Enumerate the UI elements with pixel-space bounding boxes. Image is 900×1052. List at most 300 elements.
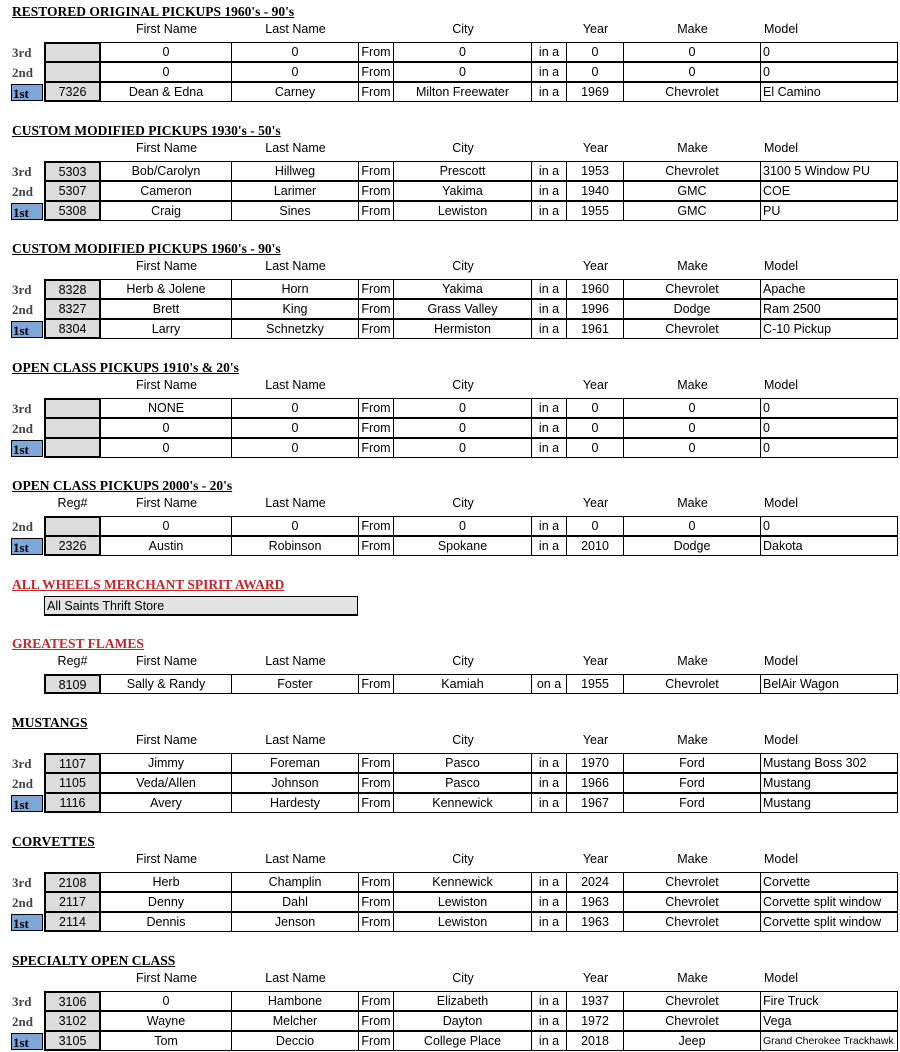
cell-ina: in a — [532, 300, 567, 318]
table-row — [0, 62, 900, 82]
cell-from: From — [359, 1032, 394, 1050]
header-first: First Name — [135, 654, 198, 668]
cell-make: Ford — [624, 794, 761, 812]
cell-first: Brett — [101, 300, 232, 318]
entry-cells — [101, 161, 898, 181]
cell-last: 0 — [232, 399, 359, 417]
cell-city: Milton Freewater — [394, 83, 532, 101]
reg-number: 3105 — [44, 1031, 101, 1051]
section-title: CUSTOM MODIFIED PICKUPS 1960's - 90's — [12, 241, 281, 256]
cell-from: From — [359, 202, 394, 220]
cell-make: Jeep — [624, 1032, 761, 1050]
header-year: Year — [582, 852, 609, 866]
cell-last: 0 — [232, 63, 359, 81]
cell-ina: in a — [532, 893, 567, 911]
cell-from: From — [359, 300, 394, 318]
reg-number: 5303 — [44, 161, 101, 181]
cell-city: 0 — [394, 43, 532, 61]
cell-last: Sines — [232, 202, 359, 220]
cell-city: Elizabeth — [394, 992, 532, 1010]
table-row — [0, 161, 900, 181]
place-label: 2nd — [12, 302, 33, 317]
cell-last: 0 — [232, 419, 359, 437]
header-city: City — [452, 971, 474, 985]
cell-from: From — [359, 419, 394, 437]
cell-last: Deccio — [232, 1032, 359, 1050]
cell-model: Mustang — [763, 776, 811, 790]
cell-year: 2024 — [567, 873, 624, 891]
header-city: City — [452, 852, 474, 866]
column-header-row — [0, 378, 900, 396]
cell-year: 1966 — [567, 774, 624, 792]
place-label: 2nd — [12, 184, 33, 199]
table-row — [0, 319, 900, 339]
section-title: GREATEST FLAMES — [12, 636, 144, 651]
header-model: Model — [764, 654, 799, 668]
cell-make: Chevrolet — [624, 320, 761, 338]
place-label: 2nd — [12, 895, 33, 910]
cell-from: From — [359, 517, 394, 535]
cell-ina: in a — [532, 913, 567, 931]
reg-number: 8328 — [44, 279, 101, 299]
header-year: Year — [582, 654, 609, 668]
cell-model: 0 — [763, 421, 770, 435]
cell-make: Ford — [624, 774, 761, 792]
reg-number: 8304 — [44, 319, 101, 339]
header-city: City — [452, 496, 474, 510]
cell-first: Tom — [101, 1032, 232, 1050]
entry-cells — [101, 42, 898, 62]
cell-model: PU — [763, 204, 781, 218]
cell-from: From — [359, 794, 394, 812]
cell-model: 3100 5 Window PU — [763, 164, 871, 178]
cell-first: Craig — [101, 202, 232, 220]
cell-city: 0 — [394, 399, 532, 417]
cell-first: Austin — [101, 537, 232, 555]
cell-ina: in a — [532, 182, 567, 200]
table-row — [0, 1011, 900, 1031]
cell-ina: in a — [532, 517, 567, 535]
entry-cells — [101, 892, 898, 912]
entry-cells — [101, 62, 898, 82]
reg-number: 2108 — [44, 872, 101, 892]
entry-cells — [101, 438, 898, 458]
reg-number: 3106 — [44, 991, 101, 1011]
header-make: Make — [677, 733, 708, 747]
cell-make: GMC — [624, 182, 761, 200]
reg-number — [44, 438, 101, 458]
header-last: Last Name — [265, 852, 326, 866]
cell-ina: in a — [532, 873, 567, 891]
reg-number: 2326 — [44, 536, 101, 556]
award-section — [0, 953, 900, 1051]
award-section — [0, 123, 900, 221]
cell-ina: on a — [532, 675, 567, 693]
cell-ina: in a — [532, 1032, 567, 1050]
place-label: 3rd — [12, 45, 32, 60]
header-year: Year — [582, 733, 609, 747]
cell-first: Dean & Edna — [101, 83, 232, 101]
entry-cells — [101, 1031, 898, 1051]
place-label: 2nd — [12, 1014, 33, 1029]
reg-number: 3102 — [44, 1011, 101, 1031]
header-last: Last Name — [265, 259, 326, 273]
entry-cells — [101, 872, 898, 892]
cell-model: Corvette split window — [763, 895, 882, 909]
header-make: Make — [677, 654, 708, 668]
section-title: SPECIALTY OPEN CLASS — [12, 953, 176, 968]
cell-ina: in a — [532, 162, 567, 180]
table-row — [0, 773, 900, 793]
table-row — [0, 418, 900, 438]
award-section — [0, 636, 900, 694]
table-row — [0, 299, 900, 319]
cell-year: 1937 — [567, 992, 624, 1010]
cell-city: 0 — [394, 517, 532, 535]
cell-first: NONE — [101, 399, 232, 417]
cell-make: Chevrolet — [624, 1012, 761, 1030]
table-row — [0, 753, 900, 773]
cell-year: 1953 — [567, 162, 624, 180]
cell-ina: in a — [532, 419, 567, 437]
cell-make: 0 — [624, 439, 761, 457]
section-title: OPEN CLASS PICKUPS 2000's - 20's — [12, 478, 233, 493]
cell-make: Dodge — [624, 537, 761, 555]
cell-model: Corvette — [763, 875, 811, 889]
merchant-award-section — [0, 577, 900, 619]
cell-city: 0 — [394, 439, 532, 457]
cell-city: Dayton — [394, 1012, 532, 1030]
cell-year: 1960 — [567, 280, 624, 298]
entry-cells — [101, 753, 898, 773]
award-section — [0, 834, 900, 932]
header-city: City — [452, 141, 474, 155]
cell-first: Wayne — [101, 1012, 232, 1030]
cell-first: Herb & Jolene — [101, 280, 232, 298]
header-city: City — [452, 22, 474, 36]
cell-year: 1961 — [567, 320, 624, 338]
entry-cells — [101, 319, 898, 339]
cell-ina: in a — [532, 794, 567, 812]
place-label: 3rd — [12, 282, 32, 297]
cell-make: Chevrolet — [624, 893, 761, 911]
cell-year: 0 — [567, 439, 624, 457]
cell-from: From — [359, 992, 394, 1010]
header-last: Last Name — [265, 733, 326, 747]
table-row — [0, 793, 900, 813]
cell-city: Pasco — [394, 754, 532, 772]
cell-last: Jenson — [232, 913, 359, 931]
cell-last: Larimer — [232, 182, 359, 200]
header-last: Last Name — [265, 141, 326, 155]
cell-ina: in a — [532, 63, 567, 81]
header-make: Make — [677, 378, 708, 392]
header-year: Year — [582, 496, 609, 510]
header-city: City — [452, 733, 474, 747]
place-label: 1st — [11, 538, 43, 555]
cell-city: College Place — [394, 1032, 532, 1050]
cell-year: 1955 — [567, 202, 624, 220]
award-section — [0, 478, 900, 556]
table-row — [0, 181, 900, 201]
place-label: 1st — [11, 203, 43, 220]
place-label: 1st — [11, 1033, 43, 1050]
header-model: Model — [764, 971, 799, 985]
cell-ina: in a — [532, 280, 567, 298]
section-title: ALL WHEELS MERCHANT SPIRIT AWARD — [12, 577, 285, 592]
header-last: Last Name — [265, 22, 326, 36]
cell-first: Bob/Carolyn — [101, 162, 232, 180]
cell-last: Dahl — [232, 893, 359, 911]
cell-make: Dodge — [624, 300, 761, 318]
cell-year: 1967 — [567, 794, 624, 812]
cell-year: 0 — [567, 43, 624, 61]
header-year: Year — [582, 141, 609, 155]
header-model: Model — [764, 378, 799, 392]
cell-make: Ford — [624, 754, 761, 772]
place-label: 3rd — [12, 164, 32, 179]
cell-last: 0 — [232, 439, 359, 457]
cell-last: Horn — [232, 280, 359, 298]
cell-city: 0 — [394, 63, 532, 81]
cell-from: From — [359, 1012, 394, 1030]
header-make: Make — [677, 971, 708, 985]
column-header-row — [0, 22, 900, 40]
cell-year: 2010 — [567, 537, 624, 555]
place-label: 1st — [11, 914, 43, 931]
cell-make: 0 — [624, 419, 761, 437]
cell-model: 0 — [763, 45, 770, 59]
header-model: Model — [764, 141, 799, 155]
cell-model: Fire Truck — [763, 994, 819, 1008]
cell-model: 0 — [763, 441, 770, 455]
reg-number: 5308 — [44, 201, 101, 221]
header-first: First Name — [135, 141, 198, 155]
column-header-row — [0, 141, 900, 159]
cell-last: Foster — [232, 675, 359, 693]
cell-make: Chevrolet — [624, 162, 761, 180]
cell-city: Grass Valley — [394, 300, 532, 318]
cell-model: Vega — [763, 1014, 792, 1028]
reg-number: 5307 — [44, 181, 101, 201]
cell-model: Grand Cherokee Trackhawk — [763, 1035, 894, 1047]
cell-last: Carney — [232, 83, 359, 101]
entry-cells — [101, 398, 898, 418]
cell-city: Kamiah — [394, 675, 532, 693]
header-last: Last Name — [265, 971, 326, 985]
cell-from: From — [359, 893, 394, 911]
cell-year: 2018 — [567, 1032, 624, 1050]
award-section — [0, 360, 900, 458]
cell-last: Schnetzky — [232, 320, 359, 338]
cell-make: GMC — [624, 202, 761, 220]
cell-last: Robinson — [232, 537, 359, 555]
cell-ina: in a — [532, 202, 567, 220]
cell-year: 1963 — [567, 893, 624, 911]
entry-cells — [101, 674, 898, 694]
section-title: CUSTOM MODIFIED PICKUPS 1930's - 50's — [12, 123, 281, 138]
header-city: City — [452, 654, 474, 668]
cell-make: 0 — [624, 43, 761, 61]
entry-cells — [101, 418, 898, 438]
cell-from: From — [359, 43, 394, 61]
reg-number: 2114 — [44, 912, 101, 932]
cell-make: Chevrolet — [624, 675, 761, 693]
award-section — [0, 715, 900, 813]
cell-city: Pasco — [394, 774, 532, 792]
cell-city: Yakima — [394, 182, 532, 200]
entry-cells — [101, 793, 898, 813]
cell-ina: in a — [532, 754, 567, 772]
section-title: MUSTANGS — [12, 715, 88, 730]
cell-from: From — [359, 873, 394, 891]
cell-first: Veda/Allen — [101, 774, 232, 792]
reg-number — [44, 42, 101, 62]
place-label: 3rd — [12, 994, 32, 1009]
cell-from: From — [359, 83, 394, 101]
cell-make: 0 — [624, 63, 761, 81]
table-row — [0, 872, 900, 892]
cell-last: 0 — [232, 43, 359, 61]
header-make: Make — [677, 496, 708, 510]
column-header-row — [0, 733, 900, 751]
header-city: City — [452, 259, 474, 273]
section-title: CORVETTES — [12, 834, 95, 849]
entry-cells — [101, 991, 898, 1011]
table-row — [0, 42, 900, 62]
cell-model: BelAir Wagon — [763, 677, 839, 691]
entry-cells — [101, 516, 898, 536]
cell-city: Kennewick — [394, 794, 532, 812]
entry-cells — [101, 82, 898, 102]
cell-from: From — [359, 63, 394, 81]
header-model: Model — [764, 259, 799, 273]
cell-ina: in a — [532, 399, 567, 417]
cell-year: 1955 — [567, 675, 624, 693]
header-make: Make — [677, 259, 708, 273]
column-header-row — [0, 852, 900, 870]
place-label: 2nd — [12, 421, 33, 436]
header-model: Model — [764, 496, 799, 510]
header-model: Model — [764, 733, 799, 747]
header-make: Make — [677, 141, 708, 155]
header-last: Last Name — [265, 654, 326, 668]
reg-number — [44, 398, 101, 418]
cell-model: Apache — [763, 282, 806, 296]
table-row — [0, 991, 900, 1011]
entry-cells — [101, 912, 898, 932]
table-row — [0, 279, 900, 299]
cell-first: Cameron — [101, 182, 232, 200]
cell-year: 1969 — [567, 83, 624, 101]
cell-first: Larry — [101, 320, 232, 338]
cell-city: Spokane — [394, 537, 532, 555]
cell-model: 0 — [763, 519, 770, 533]
cell-last: Champlin — [232, 873, 359, 891]
place-label: 3rd — [12, 401, 32, 416]
table-row — [0, 892, 900, 912]
cell-from: From — [359, 537, 394, 555]
section-title: RESTORED ORIGINAL PICKUPS 1960's - 90's — [12, 4, 295, 19]
header-model: Model — [764, 852, 799, 866]
cell-first: 0 — [101, 992, 232, 1010]
reg-number — [44, 516, 101, 536]
header-make: Make — [677, 22, 708, 36]
cell-ina: in a — [532, 992, 567, 1010]
place-label: 2nd — [12, 519, 33, 534]
cell-model: El Camino — [763, 85, 821, 99]
cell-city: Hermiston — [394, 320, 532, 338]
cell-ina: in a — [532, 83, 567, 101]
header-first: First Name — [135, 496, 198, 510]
reg-number: 1116 — [44, 793, 101, 813]
cell-make: 0 — [624, 399, 761, 417]
cell-year: 0 — [567, 63, 624, 81]
place-label: 1st — [11, 321, 43, 338]
cell-model: COE — [763, 184, 791, 198]
header-first: First Name — [135, 378, 198, 392]
cell-ina: in a — [532, 439, 567, 457]
cell-last: Melcher — [232, 1012, 359, 1030]
cell-city: Prescott — [394, 162, 532, 180]
table-row — [0, 536, 900, 556]
cell-first: Herb — [101, 873, 232, 891]
cell-from: From — [359, 913, 394, 931]
award-section — [0, 4, 900, 102]
reg-number — [44, 62, 101, 82]
cell-model: 0 — [763, 65, 770, 79]
cell-ina: in a — [532, 1012, 567, 1030]
cell-last: Johnson — [232, 774, 359, 792]
cell-city: 0 — [394, 419, 532, 437]
cell-make: 0 — [624, 517, 761, 535]
header-year: Year — [582, 22, 609, 36]
header-make: Make — [677, 852, 708, 866]
cell-year: 1963 — [567, 913, 624, 931]
reg-number: 8327 — [44, 299, 101, 319]
cell-last: Hambone — [232, 992, 359, 1010]
cell-from: From — [359, 774, 394, 792]
header-year: Year — [582, 378, 609, 392]
cell-from: From — [359, 675, 394, 693]
cell-year: 1972 — [567, 1012, 624, 1030]
reg-number — [44, 418, 101, 438]
cell-city: Lewiston — [394, 913, 532, 931]
cell-first: 0 — [101, 43, 232, 61]
award-winner: All Saints Thrift Store — [44, 596, 358, 616]
cell-from: From — [359, 162, 394, 180]
reg-number: 7326 — [44, 82, 101, 102]
section-title: OPEN CLASS PICKUPS 1910's & 20's — [12, 360, 239, 375]
header-reg: Reg# — [57, 496, 88, 510]
cell-first: 0 — [101, 517, 232, 535]
cell-first: 0 — [101, 419, 232, 437]
cell-ina: in a — [532, 774, 567, 792]
reg-number: 1107 — [44, 753, 101, 773]
reg-number: 2117 — [44, 892, 101, 912]
cell-year: 1996 — [567, 300, 624, 318]
place-label: 3rd — [12, 756, 32, 771]
column-header-row — [0, 654, 900, 672]
cell-model: Ram 2500 — [763, 302, 821, 316]
table-row — [0, 438, 900, 458]
place-label: 3rd — [12, 875, 32, 890]
cell-last: King — [232, 300, 359, 318]
cell-last: Hardesty — [232, 794, 359, 812]
cell-year: 0 — [567, 399, 624, 417]
cell-make: Chevrolet — [624, 280, 761, 298]
header-model: Model — [764, 22, 799, 36]
